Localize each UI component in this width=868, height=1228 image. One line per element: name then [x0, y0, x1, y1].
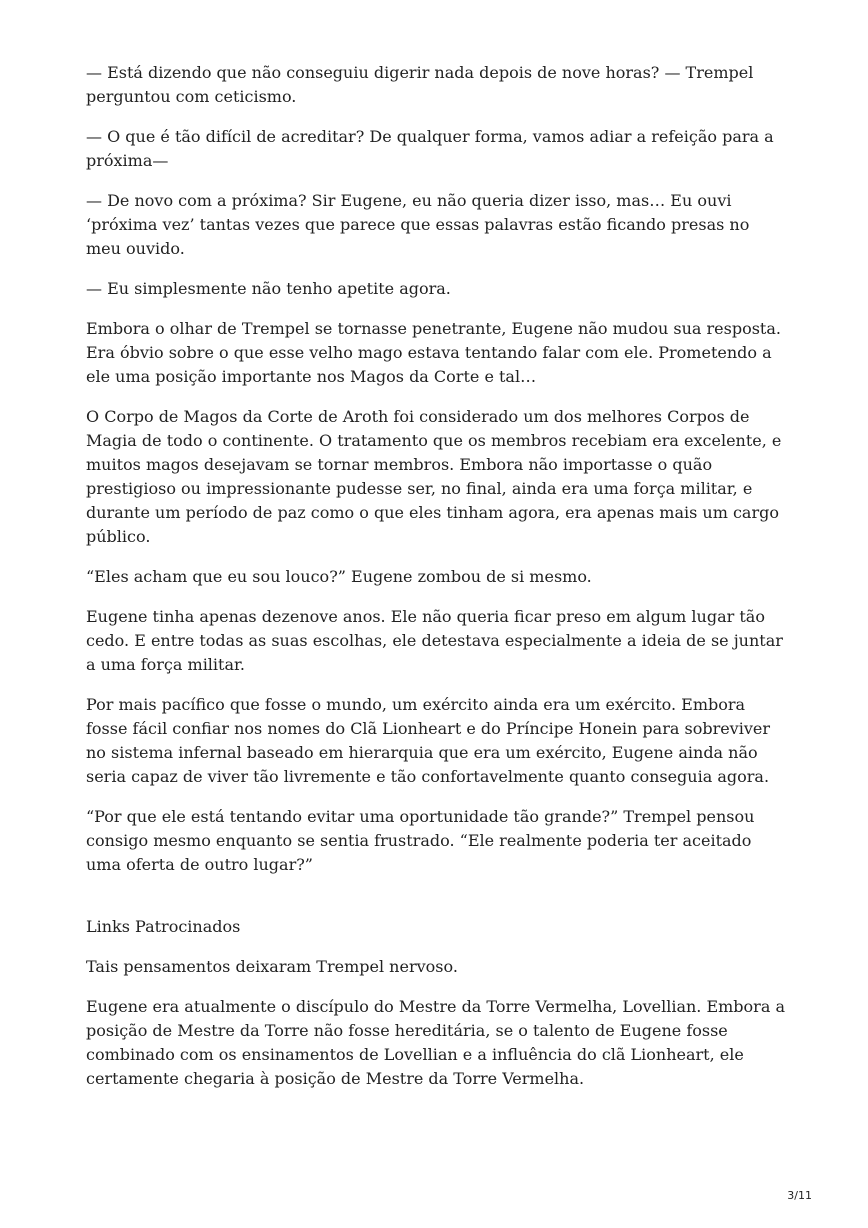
- page-number: 3/11: [787, 1189, 812, 1202]
- paragraph: Por mais pacífico que fosse o mundo, um exército ainda era um exército. Embora fosse fácil confiar nos nomes do Clã Lionheart e do Príncipe Honein para sobreviver no sistema infernal baseado em hierarquia que era um exército, Eugene ainda não seria capaz de viver tão livremente e tão confortavelmente quanto conseguia agora.: [86, 695, 770, 786]
- sponsored-links-label: Links Patrocinados: [86, 917, 241, 936]
- paragraph: — O que é tão difícil de acreditar? De qualquer forma, vamos adiar a refeição para a próxima—: [86, 127, 774, 170]
- paragraph: Tais pensamentos deixaram Trempel nervoso.: [86, 957, 458, 976]
- paragraph: Eugene tinha apenas dezenove anos. Ele não queria ficar preso em algum lugar tão cedo. E entre todas as suas escolhas, ele detestava especialmente a ideia de se juntar a uma força militar.: [86, 607, 783, 674]
- paragraph: Embora o olhar de Trempel se tornasse penetrante, Eugene não mudou sua resposta. Era óbvio sobre o que esse velho mago estava tentando falar com ele. Prometendo a ele uma posição importante nos Magos da Corte e tal…: [86, 319, 781, 386]
- paragraph: “Por que ele está tentando evitar uma oportunidade tão grande?” Trempel pensou consigo mesmo enquanto se sentia frustrado. “Ele realmente poderia ter aceitado uma oferta de outro lugar?”: [86, 807, 755, 874]
- paragraph: O Corpo de Magos da Corte de Aroth foi considerado um dos melhores Corpos de Magia de todo o continente. O tratamento que os membros recebiam era excelente, e muitos magos desejavam se tornar membros. Embora não importasse o quão prestigioso ou impressionante pudesse ser, no final, ainda era uma força militar, e durante um período de paz como o que eles tinham agora, era apenas mais um cargo público.: [86, 407, 782, 546]
- page-content: [86, 61, 786, 1107]
- paragraph: — De novo com a próxima? Sir Eugene, eu não queria dizer isso, mas… Eu ouvi ‘próxima vez’ tantas vezes que parece que essas palavras estão ficando presas no meu ouvido.: [86, 191, 750, 258]
- paragraph: Eugene era atualmente o discípulo do Mestre da Torre Vermelha, Lovellian. Embora a posição de Mestre da Torre não fosse hereditária, se o talento de Eugene fosse combinado com os ensinamentos de Lovellian e a influência do clã Lionheart, ele certamente chegaria à posição de Mestre da Torre Vermelha.: [86, 997, 785, 1088]
- paragraph: — Está dizendo que não conseguiu digerir nada depois de nove horas? — Trempel perguntou com ceticismo.: [86, 63, 754, 106]
- paragraph: — Eu simplesmente não tenho apetite agora.: [86, 279, 451, 298]
- paragraph: “Eles acham que eu sou louco?” Eugene zombou de si mesmo.: [86, 567, 592, 586]
